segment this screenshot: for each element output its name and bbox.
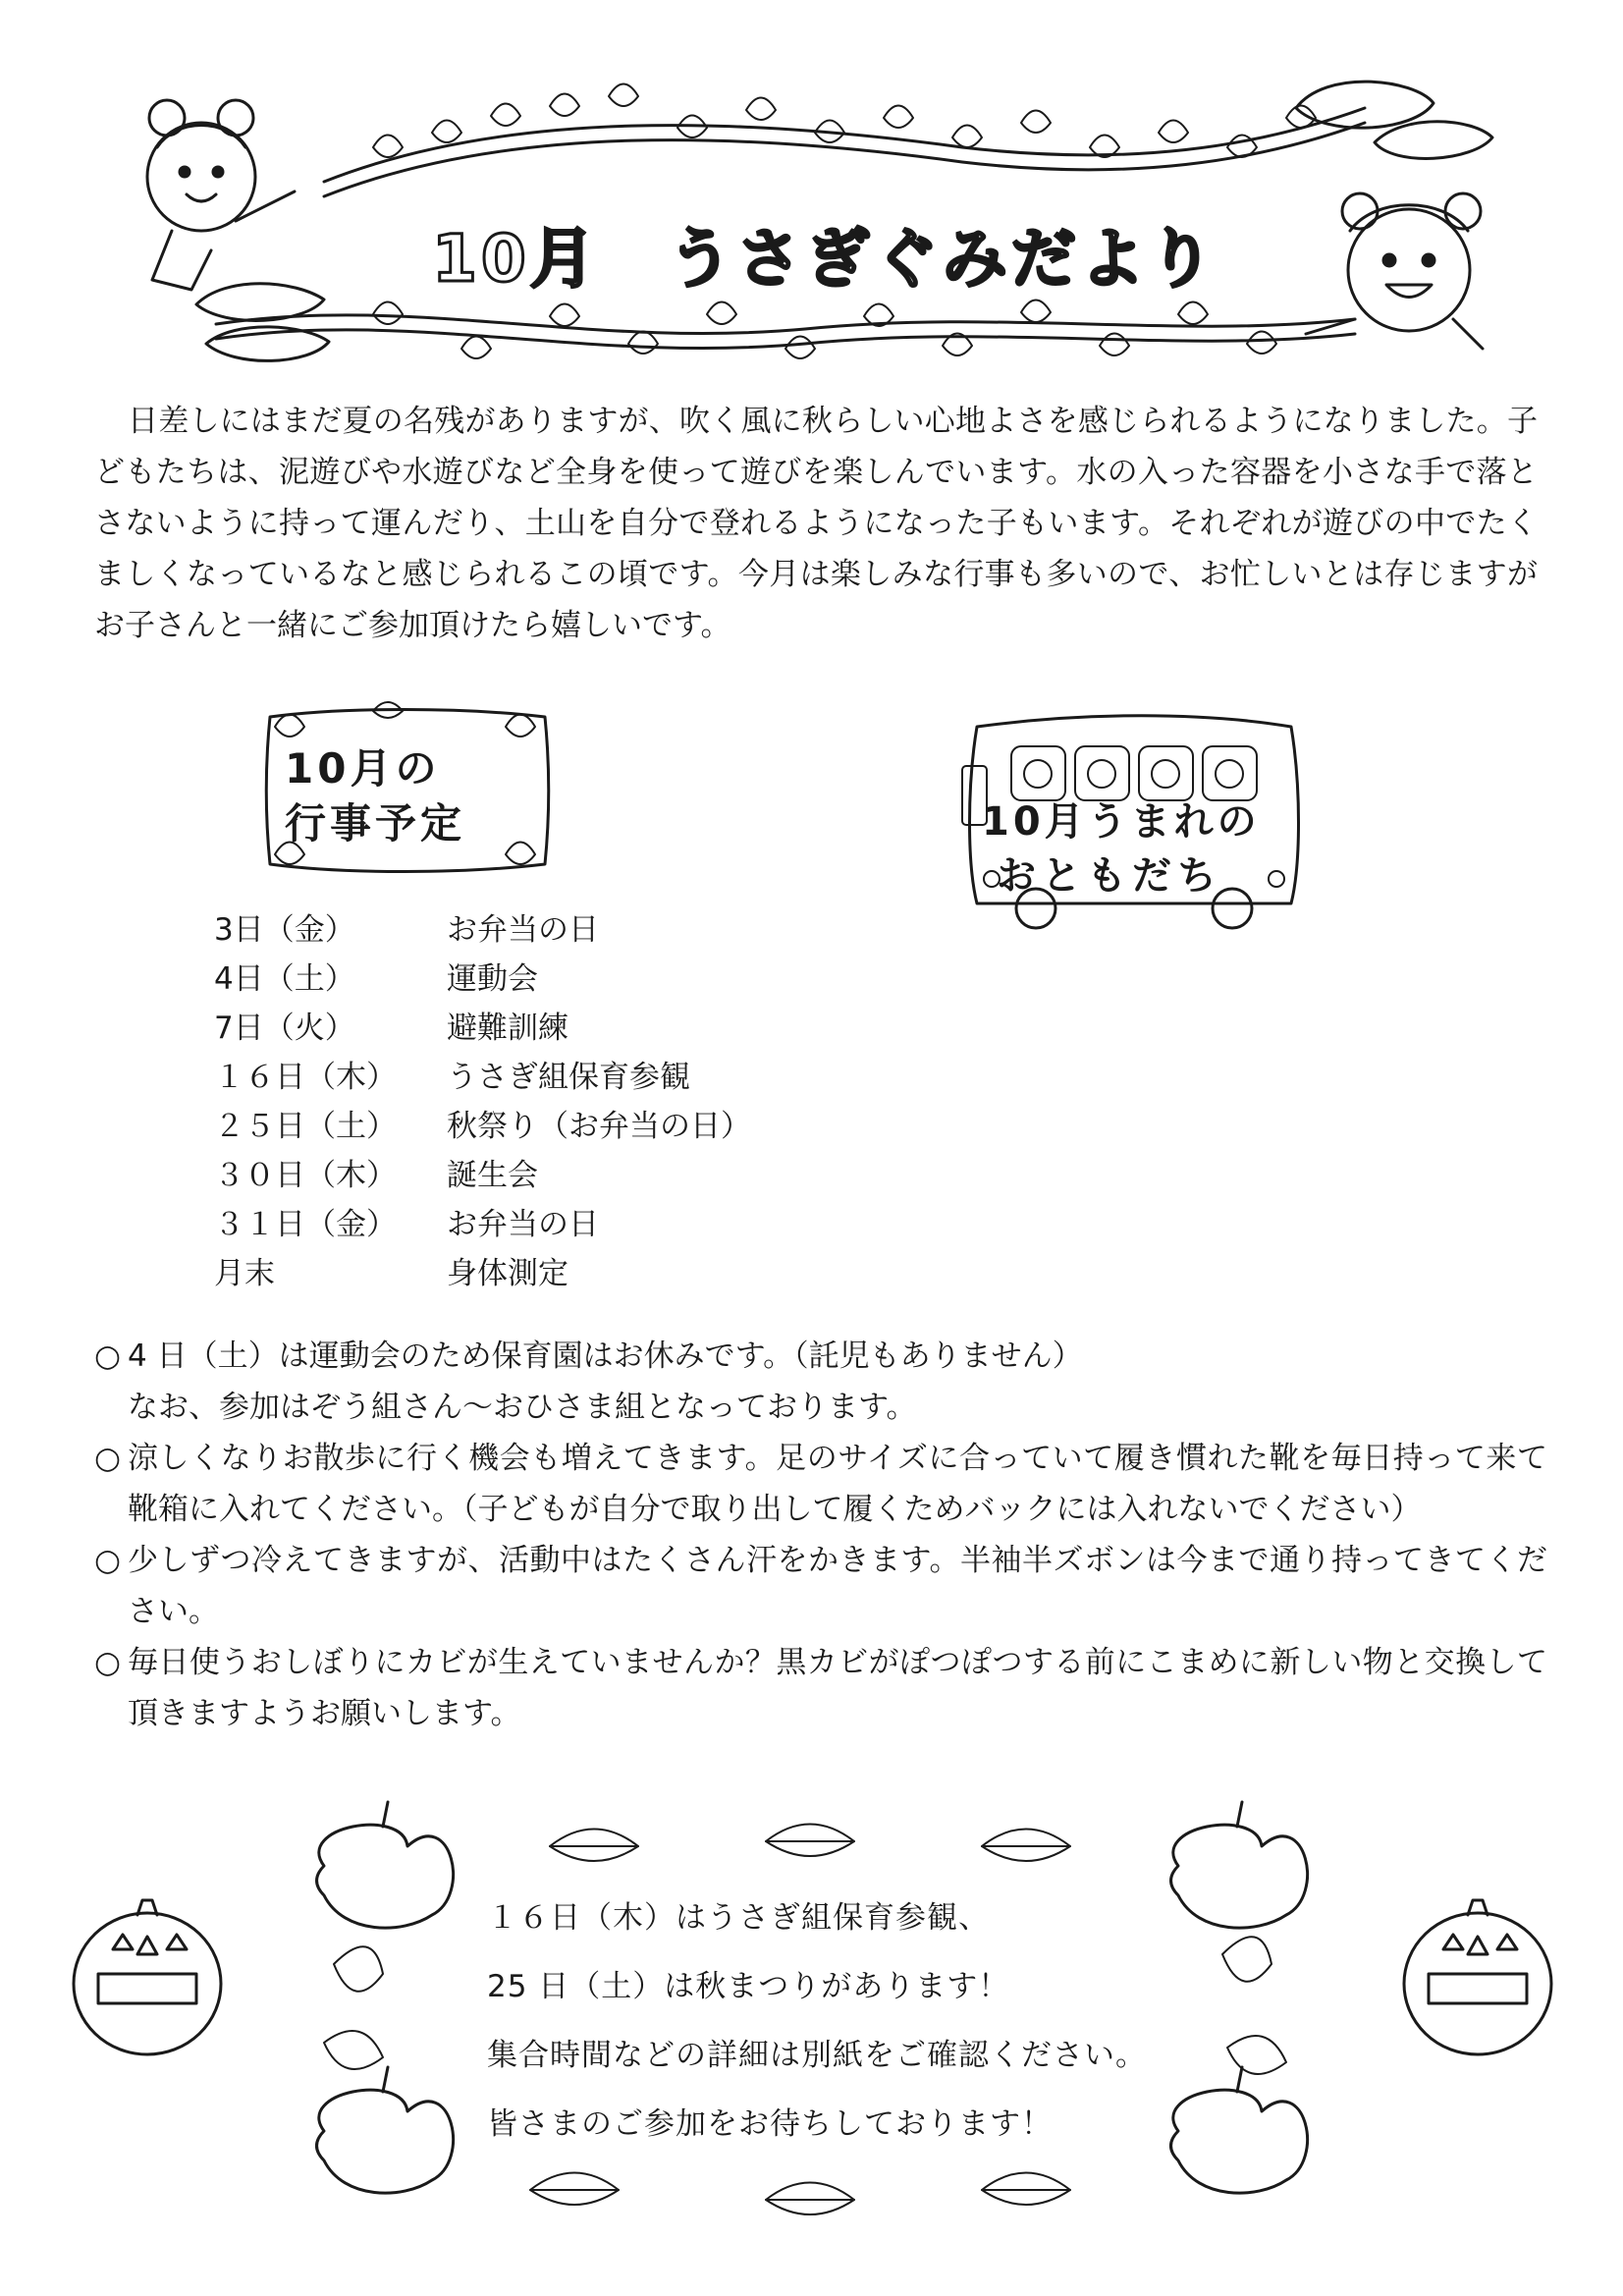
schedule-row — [214, 1049, 751, 1098]
closing-line: 皆さまのご参加をお待ちしております！ — [487, 2106, 1053, 2142]
vine-leaf-icon — [373, 84, 1316, 158]
schedule-date: ３１日（金） — [214, 1206, 397, 1242]
schedule-date: 4日（土） — [214, 960, 355, 997]
schedule-row — [214, 1196, 751, 1245]
notice-item — [94, 1331, 1547, 1433]
schedule-event: 誕生会 — [447, 1157, 538, 1193]
schedule-row — [214, 1000, 751, 1049]
notice-bullet: ○ — [94, 1645, 122, 1680]
schedule-event: お弁当の日 — [447, 1206, 599, 1242]
schedule-date: 月末 — [214, 1255, 275, 1291]
birthday-title-line1: 10月うまれの — [982, 799, 1261, 845]
schedule-event: 避難訓練 — [447, 1010, 568, 1046]
notices-list — [94, 1331, 1547, 1739]
event-schedule — [214, 902, 751, 1294]
birthday-title-line2: おともだち — [997, 853, 1222, 899]
intro-text: 日差しにはまだ夏の名残がありますが、吹く風に秋らしい心地よさを感じられるようになりました。子どもたちは、泥遊びや水遊びなど全身を使って遊びを楽しんでいます。水の入った容器を小さな手で落とさないように持って運んだり、土山を自分で登れるようになった子もいます。それぞれが遊びの中でたくましくなっているなと感じられるこの頃です。今月は楽しみな行事も多いので、お忙しいとは存じますがお子さんと一緒にご参加頂けたら嬉しいです。 — [94, 404, 1538, 643]
notice-text: 少しずつ冷えてきますが、活動中はたくさん汗をかきます。半袖半ズボンは今まで通り持ってきてください。 — [128, 1543, 1547, 1629]
schedule-event: うさぎ組保育参観 — [447, 1059, 690, 1095]
schedule-event: 運動会 — [447, 960, 538, 997]
notice-item — [94, 1433, 1547, 1535]
schedule-date: ２５日（土） — [214, 1108, 397, 1144]
notice-item — [94, 1535, 1547, 1637]
closing-line: 25 日（土）は秋まつりがあります！ — [487, 1969, 1010, 2004]
schedule-date: 7日（火） — [214, 1010, 355, 1046]
notice-text: 涼しくなりお散歩に行く機会も増えてきます。足のサイズに合っていて履き慣れた靴を毎日持って来て靴箱に入れてください。（子どもが自分で取り出して履くためバックには入れないでください） — [128, 1441, 1547, 1527]
closing-line: 集合時間などの詳細は別紙をご確認ください。 — [487, 2038, 1147, 2073]
bear-character-icon — [147, 100, 295, 290]
closing-message — [487, 1884, 1147, 2159]
notice-text: 4 日（土）は運動会のため保育園はお休みです。（託児もありません） — [128, 1339, 1083, 1374]
schedule-row — [214, 902, 751, 951]
intro-paragraph — [94, 396, 1538, 651]
notice-bullet: ○ — [94, 1543, 122, 1578]
events-title — [285, 741, 465, 851]
schedule-event: 秋祭り（お弁当の日） — [447, 1108, 751, 1144]
banner-frame — [0, 0, 1623, 393]
schedule-row — [214, 1245, 751, 1294]
schedule-row — [214, 1098, 751, 1147]
schedule-date: ３０日（木） — [214, 1157, 397, 1193]
schedule-date: １６日（木） — [214, 1059, 397, 1095]
notice-item — [94, 1637, 1547, 1739]
schedule-row — [214, 951, 751, 1000]
closing-line: １６日（木）はうさぎ組保育参観、 — [487, 1900, 990, 1936]
events-title-line2: 行事予定 — [285, 799, 466, 847]
events-title-line1: 10月の — [285, 744, 441, 793]
notice-text: なお、参加はぞう組さん～おひさま組となっております。 — [128, 1390, 917, 1425]
schedule-row — [214, 1147, 751, 1196]
notice-bullet: ○ — [94, 1339, 122, 1374]
schedule-event: お弁当の日 — [447, 911, 599, 948]
schedule-date: 3日（金） — [214, 911, 355, 948]
notice-text: 毎日使うおしぼりにカビが生えていませんか？黒カビがぽつぽつする前にこまめに新しい物と交換して頂きますようお願いします。 — [128, 1645, 1547, 1731]
schedule-event: 身体測定 — [447, 1255, 568, 1291]
page-title: 10月 うさぎぐみだより — [432, 221, 1217, 297]
notice-bullet: ○ — [94, 1441, 122, 1476]
